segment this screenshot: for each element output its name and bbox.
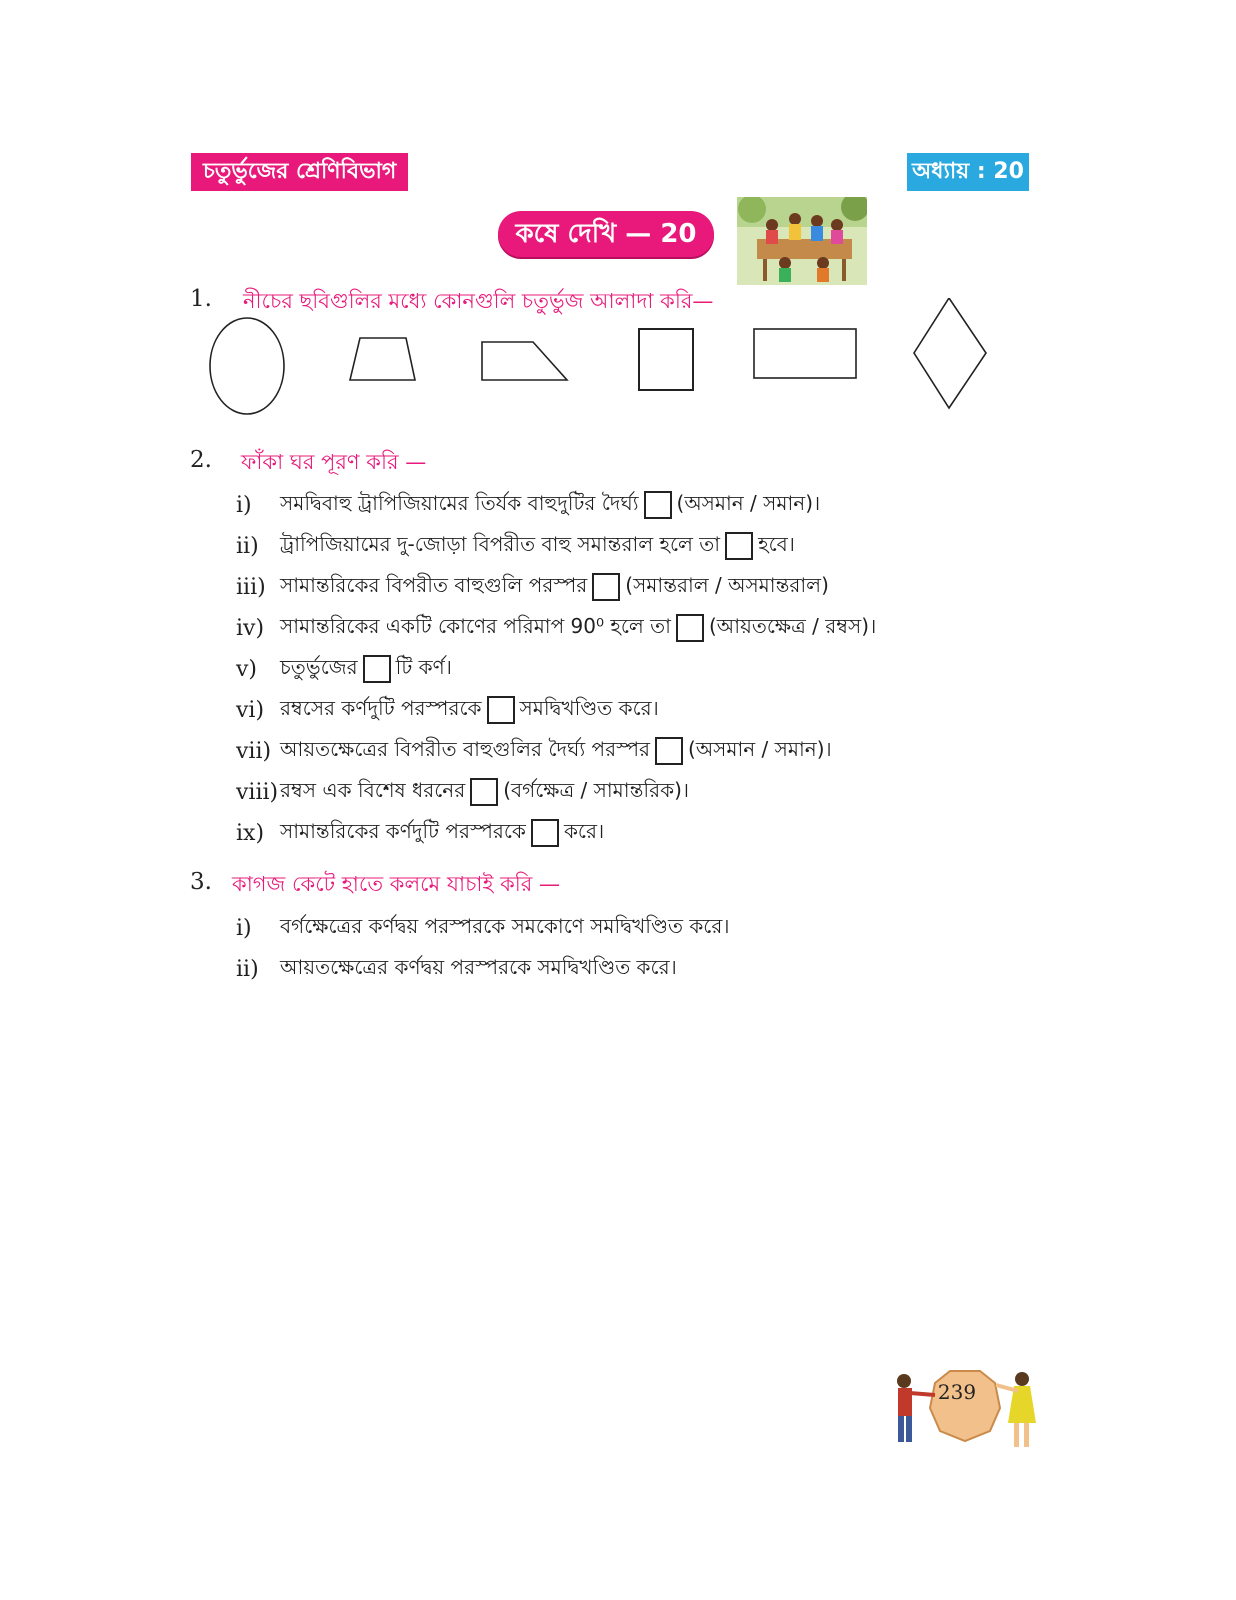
q2-item xyxy=(236,775,689,809)
q3-item xyxy=(236,952,677,986)
shapes-row xyxy=(205,298,1005,423)
item-text-after: টি কর্ণ। xyxy=(395,654,452,679)
answer-blank-box[interactable] xyxy=(363,655,391,683)
item-text: আয়তক্ষেত্রের কর্ণদ্বয় পরস্পরকে সমদ্বিখণ্ডিত করে। xyxy=(280,954,677,979)
answer-blank-box[interactable] xyxy=(725,532,753,560)
answer-blank-box[interactable] xyxy=(487,696,515,724)
item-number: i) xyxy=(236,492,252,518)
item-text-before: সামান্তরিকের বিপরীত বাহুগুলি পরস্পর xyxy=(280,572,588,597)
item-text-after: (অসমান / সমান)। xyxy=(676,490,821,515)
q2-item xyxy=(236,611,876,645)
item-text-before: সমদ্বিবাহু ট্রাপিজিয়ামের তির্যক বাহুদুটির দৈর্ঘ্য xyxy=(280,490,639,515)
exercise-title: কষে দেখি — 20 xyxy=(498,211,714,257)
chapter-number-badge: অধ্যায় : 20 xyxy=(907,153,1029,191)
item-text-after: (অসমান / সমান)। xyxy=(688,736,832,761)
trapezium-icon xyxy=(350,338,415,380)
rhombus-icon xyxy=(914,298,986,408)
children-studying-illustration xyxy=(737,197,867,285)
item-text: বর্গক্ষেত্রের কর্ণদ্বয় পরস্পরকে সমকোণে সমদ্বিখণ্ডিত করে। xyxy=(280,913,730,938)
item-number: vii) xyxy=(236,738,272,764)
square-icon xyxy=(639,329,693,390)
q1-number: 1. xyxy=(190,286,212,312)
item-number: iv) xyxy=(236,615,265,641)
q3-text: কাগজ কেটে হাতে কলমে যাচাই করি — xyxy=(232,872,561,896)
item-text-before: চতুর্ভুজের xyxy=(280,654,358,679)
answer-blank-box[interactable] xyxy=(676,614,704,642)
item-text-after: সমদ্বিখণ্ডিত করে। xyxy=(519,695,659,720)
item-text-after: (বর্গক্ষেত্র / সামান্তরিক)। xyxy=(503,777,690,802)
item-number: ix) xyxy=(236,820,265,846)
page-number: 239 xyxy=(937,1380,977,1404)
item-number: vi) xyxy=(236,697,265,723)
answer-blank-box[interactable] xyxy=(470,778,498,806)
item-number: ii) xyxy=(236,533,259,559)
rectangle-icon xyxy=(754,329,856,378)
item-text-before: রম্বস এক বিশেষ ধরনের xyxy=(280,777,466,802)
q3-number: 3. xyxy=(190,869,212,895)
answer-blank-box[interactable] xyxy=(655,737,683,765)
item-number: i) xyxy=(236,915,252,941)
answer-blank-box[interactable] xyxy=(592,573,620,601)
item-number: v) xyxy=(236,656,258,682)
chapter-title-badge: চতুর্ভুজের শ্রেণিবিভাগ xyxy=(191,153,408,191)
q2-item xyxy=(236,529,795,563)
right-trapezium-icon xyxy=(482,342,567,380)
q2-item xyxy=(236,816,604,850)
q2-item xyxy=(236,693,659,727)
item-text-before: ট্রাপিজিয়ামের দু-জোড়া বিপরীত বাহু সমান্তরাল হলে তা xyxy=(280,531,721,556)
item-number: viii) xyxy=(236,779,279,805)
item-text-before: রম্বসের কর্ণদুটি পরস্পরকে xyxy=(280,695,482,720)
item-text-after: (আয়তক্ষেত্র / রম্বস)। xyxy=(708,613,877,638)
q2-text: ফাঁকা ঘর পূরণ করি — xyxy=(241,450,427,474)
item-number: iii) xyxy=(236,574,266,600)
item-text-after: (সমান্তরাল / অসমান্তরাল) xyxy=(625,572,829,597)
q2-item xyxy=(236,734,832,768)
item-text-before: সামান্তরিকের কর্ণদুটি পরস্পরকে xyxy=(280,818,526,843)
answer-blank-box[interactable] xyxy=(644,491,672,519)
item-text-before: আয়তক্ষেত্রের বিপরীত বাহুগুলির দৈর্ঘ্য পরস্পর xyxy=(280,736,651,761)
q1-text: নীচের ছবিগুলির মধ্যে কোনগুলি চতুর্ভুজ আলাদা করি— xyxy=(243,289,714,313)
q2-item xyxy=(236,652,452,686)
item-text-before: সামান্তরিকের একটি কোণের পরিমাপ 90⁰ হলে তা xyxy=(280,613,671,638)
item-number: ii) xyxy=(236,956,259,982)
ellipse-icon xyxy=(210,318,284,414)
item-text-after: করে। xyxy=(563,818,605,843)
page-number-illustration xyxy=(890,1363,1040,1463)
item-text-after: হবে। xyxy=(758,531,795,556)
q3-item xyxy=(236,911,730,945)
q2-item xyxy=(236,488,820,522)
answer-blank-box[interactable] xyxy=(531,819,559,847)
q2-item xyxy=(236,570,829,604)
q2-number: 2. xyxy=(190,447,212,473)
